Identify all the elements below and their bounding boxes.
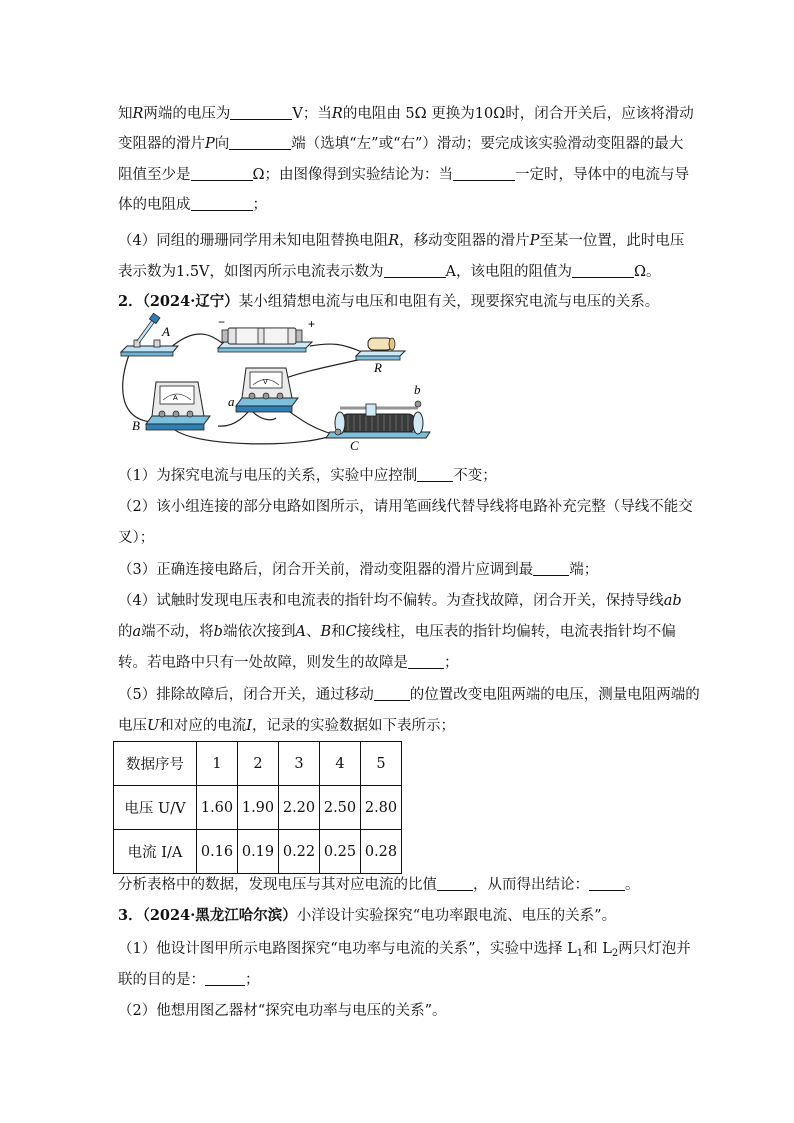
text: 端；	[569, 562, 599, 578]
q2-sub-2-cont	[118, 528, 154, 548]
label-plus: +	[308, 317, 316, 331]
text: 端（选填“左”或“右”）滑动；要完成该实验滑动变阻器的最大	[291, 136, 684, 152]
q2-sub-2	[118, 497, 693, 517]
var-ab: ab	[663, 593, 682, 609]
question-stem: 某小组猜想电流与电压和电阻有关，现要探究电流与电压的关系。	[238, 294, 660, 310]
table-header-cell: 5	[361, 742, 402, 786]
q1-line-6	[118, 262, 661, 282]
table-header-cell: 2	[238, 742, 279, 786]
question-source: （2024·黑龙江哈尔滨）	[142, 907, 297, 924]
table-row	[114, 830, 402, 874]
text: 至某一位置，此时电压	[539, 233, 685, 249]
circuit-figure	[118, 314, 421, 456]
text: 向	[214, 136, 230, 152]
wire-switch-ammeter	[123, 352, 152, 422]
var-p: P	[529, 233, 540, 249]
subscript: 1	[576, 948, 584, 959]
label-minus: −	[218, 315, 226, 329]
question-number: 2．	[118, 293, 143, 310]
table-cell: 1.90	[238, 786, 279, 830]
text: 知	[118, 106, 133, 122]
resistor	[356, 338, 405, 360]
answer-blank-unknown-resistance[interactable]	[572, 262, 634, 278]
q2-sub-3	[118, 560, 598, 580]
label-a-terminal: A	[162, 324, 170, 339]
question-stem: 小洋设计实验探究“电功率跟电流、电压的关系”。	[296, 908, 617, 924]
q3-stem	[118, 906, 616, 926]
text: 和对应的电流	[159, 718, 247, 734]
answer-blank-control[interactable]	[417, 466, 453, 482]
text: 接线柱，电压表的指针均偏转，电流表指针均不偏	[356, 624, 676, 640]
text: （3）正确连接电路后，闭合开关前，滑动变阻器的滑片应调到最	[118, 562, 534, 578]
voltmeter	[236, 368, 298, 412]
text: （5）排除故障后，闭合开关，通过移动	[118, 687, 374, 703]
text: 一定时，导体中的电流与导	[515, 167, 690, 183]
text: Ω。	[634, 264, 661, 280]
var-r: R	[132, 106, 144, 122]
q2-sub-5	[118, 685, 700, 705]
table-header-cell: 4	[320, 742, 361, 786]
label-a-lower: a	[228, 394, 235, 409]
text: （4）试触时发现电压表和电流表的指针均不偏转。为查找故障，闭合开关，保持导线	[118, 593, 664, 609]
text: 端不动，将	[141, 624, 214, 640]
table-cell: 2.50	[320, 786, 361, 830]
q2-sub-4-cont	[118, 622, 676, 642]
answer-blank-conclusion[interactable]	[589, 875, 625, 891]
text: 的	[118, 624, 133, 640]
text: 叉）；	[118, 530, 155, 546]
text: 。	[625, 877, 640, 893]
table-cell: 0.28	[361, 830, 402, 874]
q2-sub-4	[118, 591, 682, 611]
text: 两只灯泡并	[618, 941, 691, 957]
text: V；当	[292, 106, 332, 122]
table-cell: 1.60	[197, 786, 238, 830]
ammeter	[146, 382, 210, 430]
q1-line-2	[118, 134, 683, 154]
text: 的电阻由 5Ω 更换为10Ω时，闭合开关后，应该将滑动	[342, 106, 694, 122]
text: 阻值至少是	[118, 167, 191, 183]
text: A，该电阻的阻值为	[445, 264, 573, 280]
label-r: R	[374, 360, 382, 375]
var-C: C	[345, 624, 357, 640]
var-r: R	[388, 233, 400, 249]
var-b: b	[213, 624, 223, 640]
data-table	[113, 741, 402, 874]
text: 变阻器的滑片	[118, 136, 205, 152]
q2-sub-5-cont	[118, 716, 455, 736]
text: ；	[245, 972, 260, 988]
answer-blank-direction[interactable]	[229, 134, 291, 150]
text: Ω；由图像得到实验结论为：当	[252, 167, 454, 183]
answer-blank-purpose[interactable]	[205, 970, 245, 986]
text: 和	[331, 624, 346, 640]
table-header-cell: 3	[279, 742, 320, 786]
q2-stem	[118, 292, 659, 312]
answer-blank-current[interactable]	[384, 262, 446, 278]
voltmeter-symbol: V	[263, 379, 268, 386]
text: （2）该小组连接的部分电路如图所示，请用笔画线代替导线将电路补充完整（导线不能交	[118, 499, 693, 515]
var-p: P	[205, 136, 215, 152]
q2-sub-6	[118, 875, 640, 895]
answer-blank-fault[interactable]	[408, 653, 444, 669]
q3-sub-1-cont	[118, 970, 260, 990]
text: （1）他设计图甲所示电路图探究“电功率与电流的关系”，实验中选择 L	[118, 941, 577, 957]
battery	[218, 328, 312, 352]
var-a: a	[132, 624, 142, 640]
q1-line-1	[118, 104, 694, 124]
table-cell: 0.25	[320, 830, 361, 874]
text: 表示数为1.5V，如图丙所示电流表示数为	[118, 264, 384, 280]
table-cell: 2.20	[279, 786, 320, 830]
ammeter-symbol: A	[173, 395, 178, 402]
text: ，从而得出结论：	[473, 877, 589, 893]
var-u: U	[147, 718, 160, 734]
table-header-cell: 数据序号	[114, 742, 197, 786]
text: 体的电阻成	[118, 197, 191, 213]
text: 的位置改变电阻两端的电压，测量电阻两端的	[409, 687, 700, 703]
answer-blank-resistance[interactable]	[191, 165, 253, 181]
label-c: C	[350, 438, 359, 453]
text: （4）同组的珊珊同学用未知电阻替换电阻	[118, 233, 389, 249]
text: 分析表格中的数据，发现电压与其对应电流的比值	[118, 877, 437, 893]
answer-blank-voltage[interactable]	[230, 104, 292, 120]
table-cell: 0.19	[238, 830, 279, 874]
table-row-label: 电压 U/V	[114, 786, 197, 830]
subscript: 2	[611, 948, 619, 959]
q1-line-4	[118, 195, 267, 215]
table-cell: 0.22	[279, 830, 320, 874]
text: 端依次接到	[222, 624, 296, 640]
text: 电压	[118, 718, 147, 734]
text: 和 L	[583, 941, 612, 957]
table-row	[114, 742, 402, 786]
answer-blank-ratio[interactable]	[437, 875, 473, 891]
answer-blank-end[interactable]	[533, 560, 569, 576]
text: ；	[444, 655, 459, 671]
q1-line-5	[118, 231, 684, 251]
q3-sub-1	[118, 939, 691, 959]
text: ；	[252, 197, 267, 213]
table-cell: 2.80	[361, 786, 402, 830]
table-header-cell: 1	[197, 742, 238, 786]
var-B: B	[320, 624, 332, 640]
answer-blank-move[interactable]	[374, 685, 410, 701]
wire-battery-resistor	[310, 344, 362, 352]
question-source: （2024·辽宁）	[142, 293, 239, 310]
q1-line-3	[118, 165, 689, 185]
table-row	[114, 786, 402, 830]
answer-blank-relation[interactable]	[191, 195, 253, 211]
text: 联的目的是：	[118, 972, 205, 988]
var-i: I	[246, 718, 252, 734]
text: 转。若电路中只有一处故障，则发生的故障是	[118, 655, 408, 671]
label-b-lower: b	[414, 382, 421, 397]
var-r: R	[331, 106, 343, 122]
text: （1）为探究电流与电压的关系，实验中应控制	[118, 468, 418, 484]
q2-sub-1	[118, 466, 497, 486]
text: 两端的电压为	[143, 106, 231, 122]
table-row-label: 电流 I/A	[114, 830, 197, 874]
label-b: B	[132, 418, 140, 433]
answer-blank-constant[interactable]	[453, 165, 515, 181]
text: ，移动变阻器的滑片	[399, 233, 530, 249]
table-cell: 0.16	[197, 830, 238, 874]
question-number: 3．	[118, 907, 143, 924]
text: 、	[305, 624, 321, 640]
q3-sub-2	[118, 1001, 447, 1021]
var-A: A	[295, 624, 306, 640]
rheostat	[326, 401, 430, 438]
text: 不变；	[453, 468, 497, 484]
text: （2）他想用图乙器材“探究电功率与电压的关系”。	[118, 1003, 447, 1019]
text: ，记录的实验数据如下表所示；	[251, 718, 455, 734]
q2-sub-4-cont2	[118, 653, 459, 673]
